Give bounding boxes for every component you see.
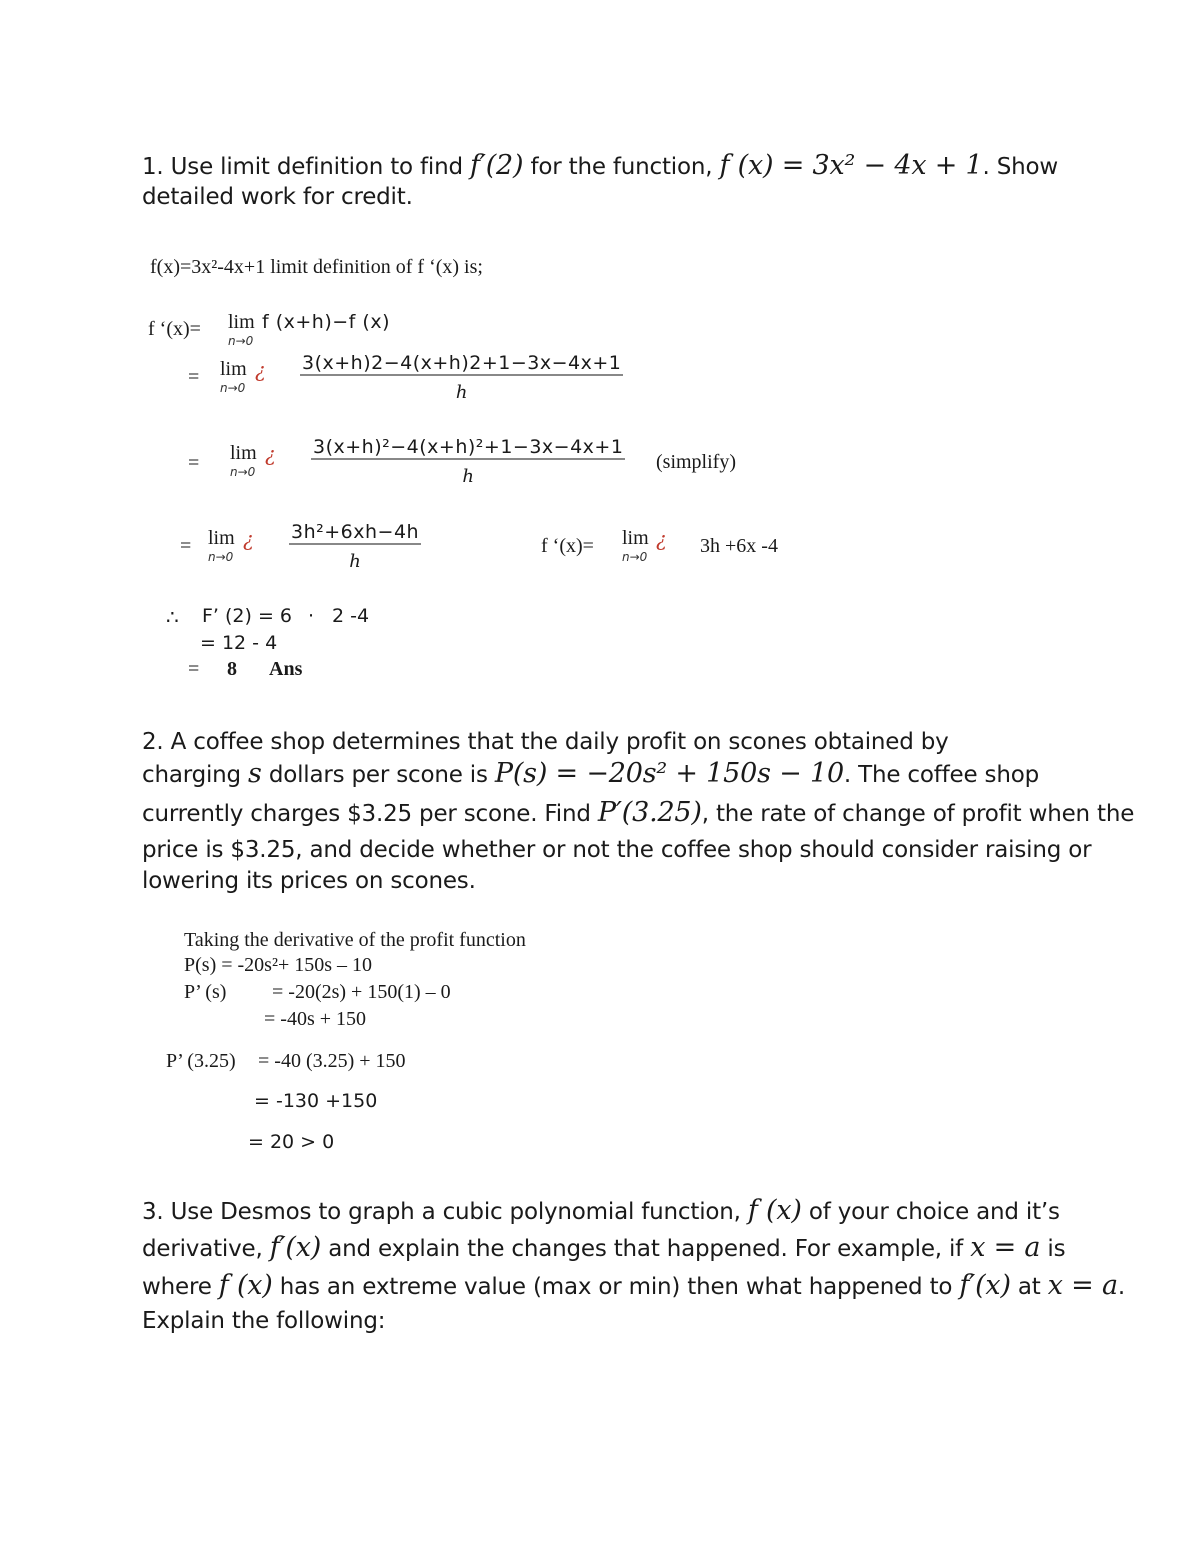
work1-frac3-num: 3h²+6xh−4h <box>291 521 420 543</box>
work1-f2-line: F’ (2) = 6 <box>202 605 293 627</box>
work1-invq-3: ¿ <box>243 527 254 551</box>
q3-math-fprime: f′(x) <box>269 1232 322 1263</box>
work2-intro: Taking the derivative of the profit function <box>184 929 526 951</box>
q3-math-fx: f (x) <box>747 1195 802 1226</box>
q1-text-a: 1. Use limit definition to find <box>142 154 470 180</box>
work1-frac2-den: h <box>462 466 474 487</box>
work1-eq-1: = <box>188 366 200 388</box>
work1-lim-sub-4: n→0 <box>622 550 648 564</box>
q1-math-fprime2: f′(2) <box>470 150 524 181</box>
work1-invq-2: ¿ <box>265 442 276 466</box>
q2-math-ps: P(s) = −20s² + 150s − 10 <box>494 758 844 789</box>
work1-invq-1: ¿ <box>255 358 266 382</box>
q1-line2: detailed work for credit. <box>142 184 413 210</box>
work1-fprime-label: f ‘(x)= <box>148 318 201 340</box>
therefore-icon: ∴ <box>166 607 179 629</box>
work1-lim-4: lim <box>622 527 649 549</box>
work2-p325-label: P’ (3.25) <box>166 1050 236 1072</box>
q3-math-fprime-2: f′(x) <box>959 1270 1011 1301</box>
work1-fprime-label2: f ‘(x)= <box>541 535 594 557</box>
q1-line1 <box>142 150 1058 181</box>
q2-line3: currently charges $3.25 per scone. Find P′(3.25), the rate of change of profit when the <box>142 797 1135 828</box>
q2-line1: 2. A coffee shop determines that the daily profit on scones obtained by <box>142 729 949 755</box>
work1-lim-2: lim <box>230 442 257 464</box>
q2-line5: lowering its prices on scones. <box>142 868 476 894</box>
work1-dot: · <box>308 605 315 627</box>
work1-frac-3 <box>289 521 421 572</box>
work1-lim-sub-2: n→0 <box>230 465 256 479</box>
work1-lim-sub-1: n→0 <box>220 381 246 395</box>
q3-line2: derivative, f′(x) and explain the changes that happened. For example, if x = a is <box>142 1232 1066 1263</box>
work1-eq-3: = <box>180 535 192 557</box>
q3-math-xa-2: x = a <box>1047 1270 1118 1301</box>
work1-frac-2 <box>311 436 625 487</box>
work1-eq-2: = <box>188 452 200 474</box>
work1-f2-tail: 2 -4 <box>332 605 370 627</box>
work1-intro: f(x)=3x²-4x+1 limit definition of f ‘(x) is; <box>150 256 483 278</box>
work1-final-eq: = <box>188 658 200 680</box>
q3-math-fx-2: f (x) <box>218 1270 273 1301</box>
work1-lim-sub-0: n→0 <box>228 334 254 348</box>
q2-line4: price is $3.25, and decide whether or not the coffee shop should consider raising or <box>142 837 1092 863</box>
q3-line1: 3. Use Desmos to graph a cubic polynomial function, f (x) of your choice and it’s <box>142 1195 1060 1226</box>
q2-line2: charging s dollars per scone is P(s) = −20s² + 150s − 10. The coffee shop <box>142 758 1039 789</box>
work1-lim-1: lim <box>220 358 247 380</box>
work1-invq-4: ¿ <box>656 527 667 551</box>
work2-p325-2: = -130 +150 <box>254 1090 378 1112</box>
work1-frac-1 <box>300 352 623 403</box>
work1-lim-expr: f (x+h)−f (x) <box>262 311 390 333</box>
work2-pps-expr: = -20(2s) + 150(1) – 0 <box>272 981 451 1003</box>
q3-math-xa: x = a <box>970 1232 1041 1263</box>
work1-frac3-den: h <box>349 551 361 572</box>
work1-frac1-num: 3(x+h)2−4(x+h)2+1−3x−4x+1 <box>302 352 622 374</box>
work1-final-val: 8 <box>227 658 237 680</box>
work1-lim-sub-3: n→0 <box>208 550 234 564</box>
work2-pps-label: P’ (s) <box>184 981 227 1003</box>
work2-p325-expr: = -40 (3.25) + 150 <box>258 1050 406 1072</box>
work1-simplify: (simplify) <box>656 451 736 473</box>
q3-line4: Explain the following: <box>142 1308 386 1334</box>
work2-ps: P(s) = -20s²+ 150s – 10 <box>184 954 373 976</box>
q1-text-b: for the function, <box>523 154 720 180</box>
work1-lim-0: lim <box>228 311 255 333</box>
work1-line-12: = 12 - 4 <box>200 632 278 654</box>
work1-lim-3: lim <box>208 527 235 549</box>
work1-frac2-num: 3(x+h)²−4(x+h)²+1−3x−4x+1 <box>313 436 624 458</box>
work1-frac1-den: h <box>455 382 468 403</box>
q2-math-p325: P′(3.25) <box>597 797 702 828</box>
work2-p325-3: = 20 > 0 <box>248 1131 335 1153</box>
q3-line3: where f (x) has an extreme value (max or min) then what happened to f′(x) at x = a. <box>142 1270 1125 1301</box>
q1-text-c: . Show <box>982 154 1059 180</box>
work2-pps-2: = -40s + 150 <box>264 1008 367 1030</box>
work1-ans: Ans <box>269 658 303 680</box>
q1-math-fx: f (x) = 3x² − 4x + 1 <box>719 150 983 181</box>
q2-math-s: s <box>248 758 262 789</box>
work1-result-expr: 3h +6x -4 <box>700 535 778 557</box>
